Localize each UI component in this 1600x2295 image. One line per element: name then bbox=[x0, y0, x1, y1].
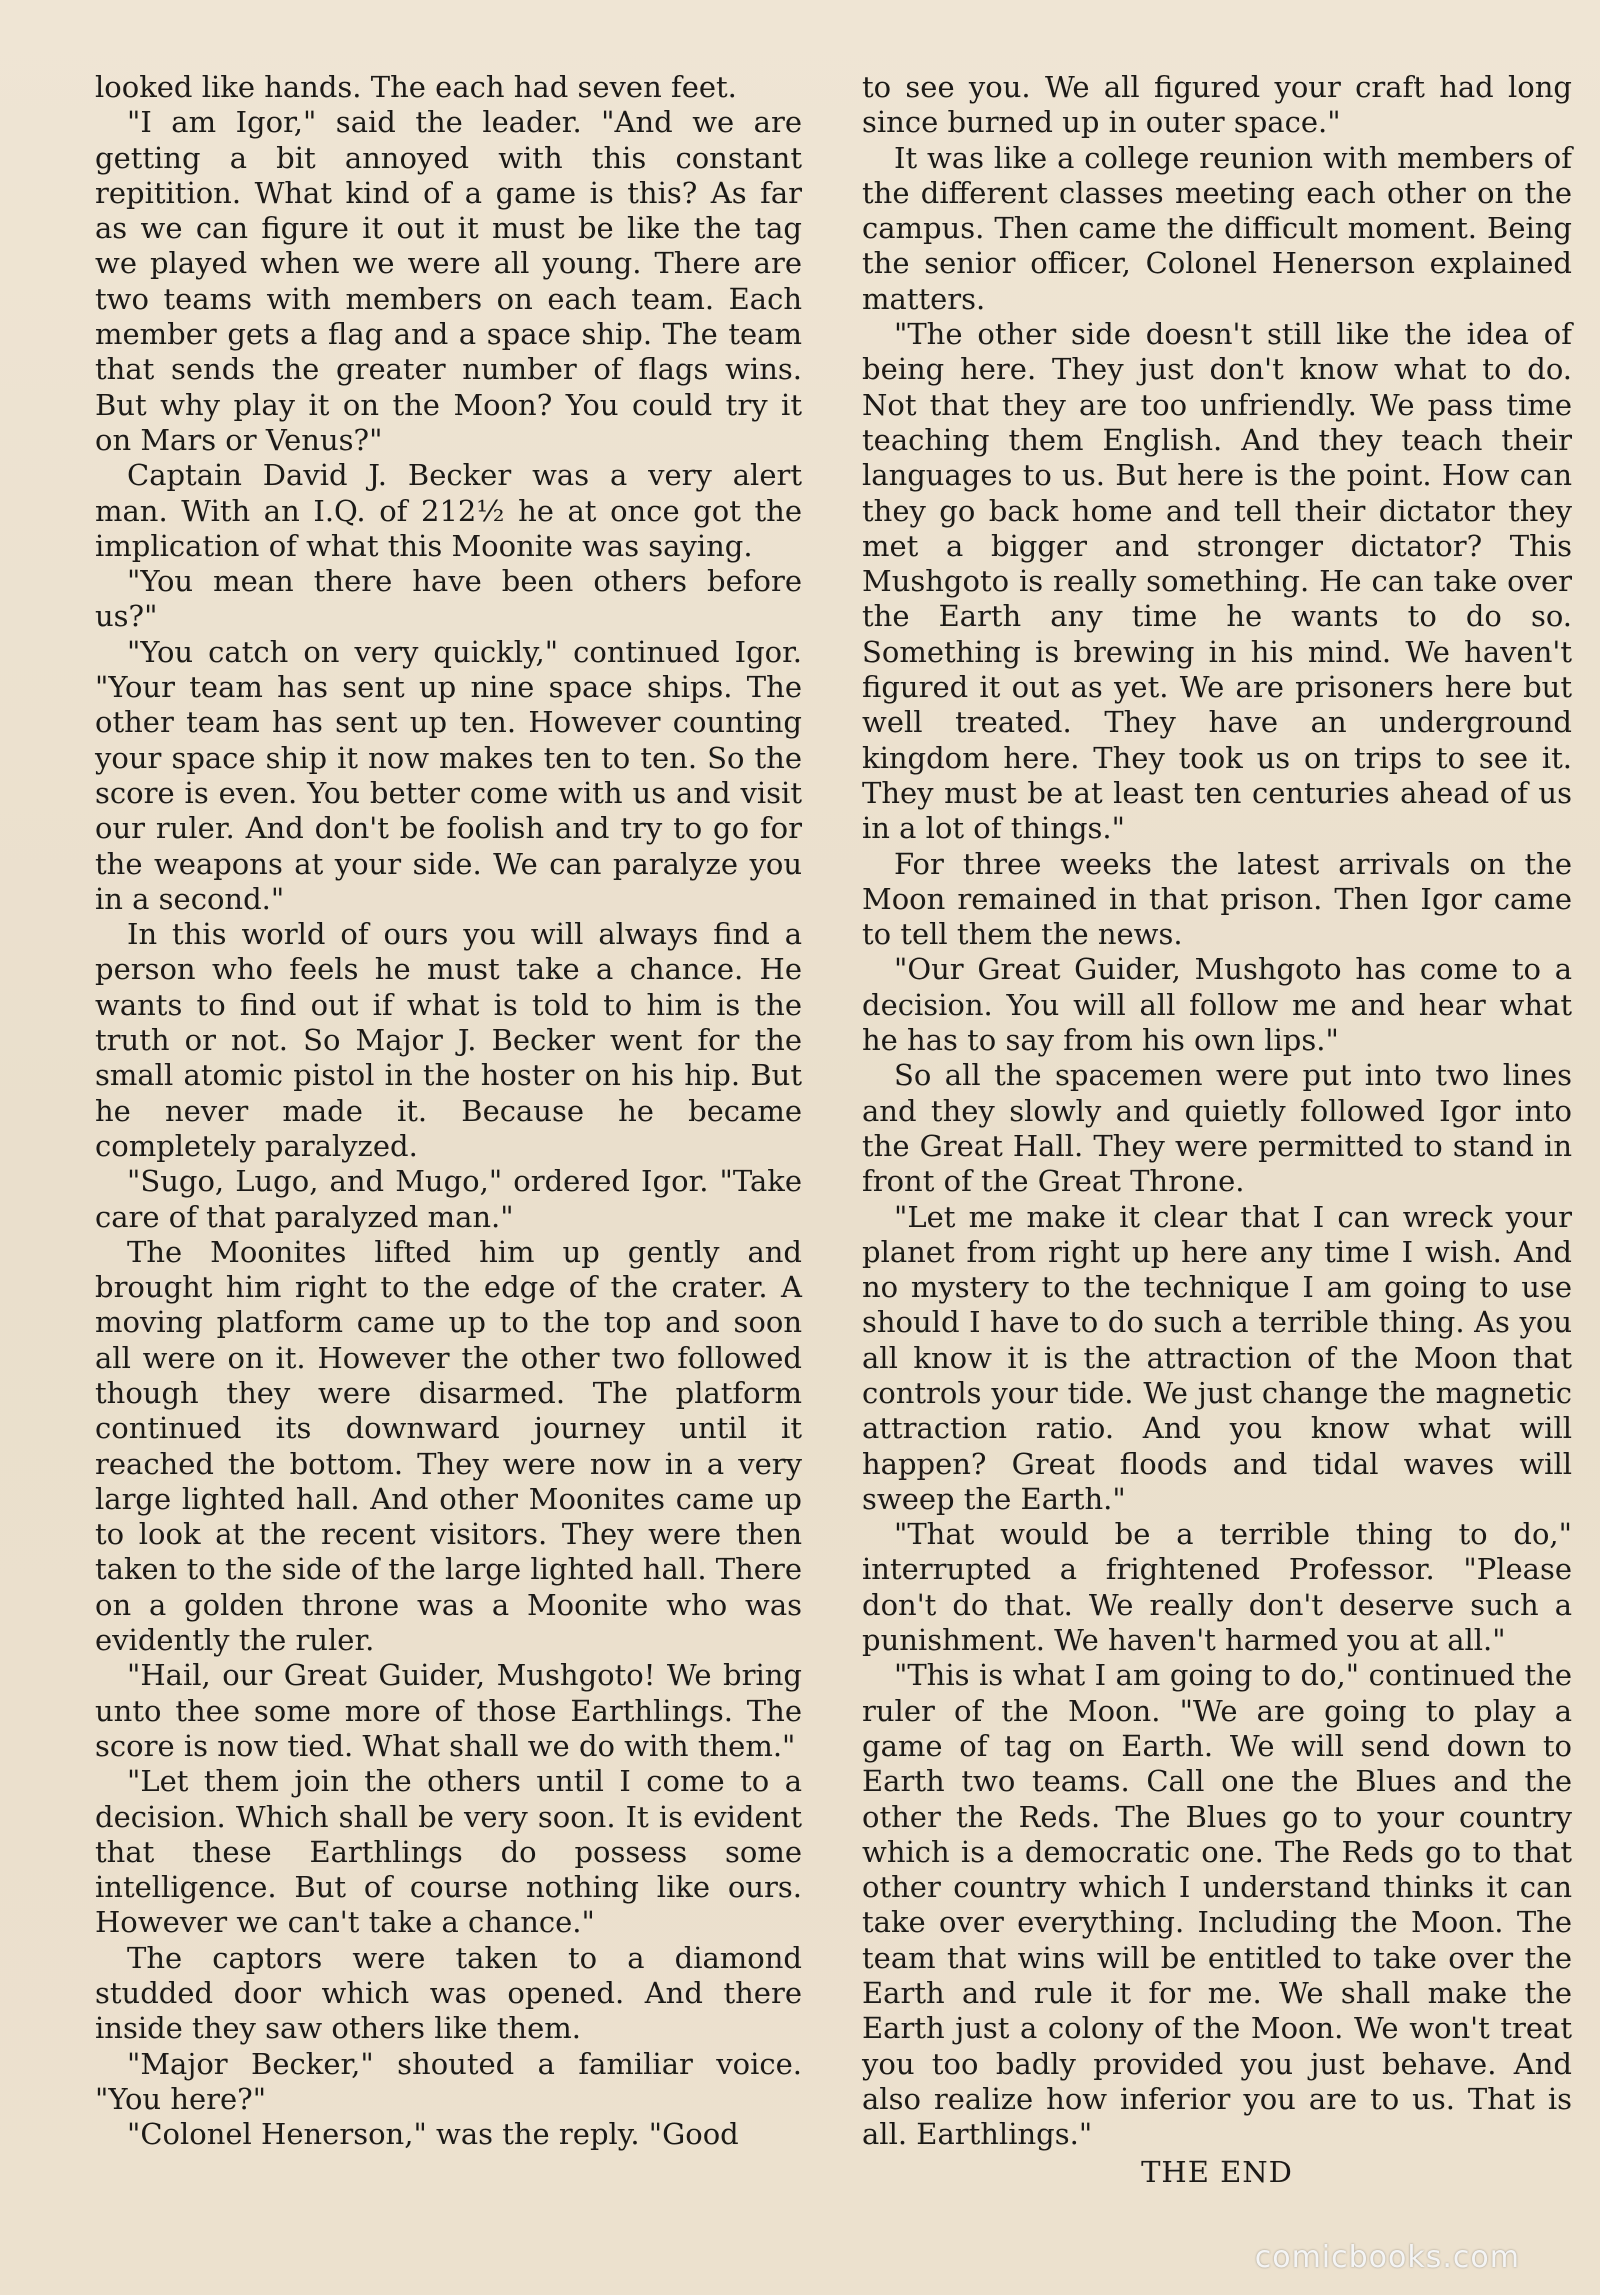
paragraph: In this world of ours you will always find a person who feels he must take a chance. He wants to find out if what is told to him is the truth or not. So Major J. Becker went for the small atomic pistol in the hoster on his hip. But he never made it. Because he became completely paralyzed. bbox=[95, 917, 802, 1163]
paragraph: It was like a college reunion with members of the different classes meeting each other on the campus. Then came the difficult moment. Being the senior officer, Colonel Henerson explained matters. bbox=[862, 140, 1572, 316]
paragraph: "You catch on very quickly," continued Igor. "Your team has sent up nine space ships. The other team has sent up ten. However counting your space ship it now makes ten to ten. So the score is even. You better come with us and visit our ruler. And don't be foolish and try to go for the weapons at your side. We can paralyze you in a second." bbox=[95, 634, 802, 916]
paragraph: "Hail, our Great Guider, Mushgoto! We bring unto thee some more of those Earthlings. The score is now tied. What shall we do with them." bbox=[95, 1658, 802, 1763]
the-end-label: THE END bbox=[1141, 2154, 1293, 2189]
paragraph: The Moonites lifted him up gently and brought him right to the edge of the crater. A moving platform came up to the top and soon all were on it. However the other two followed though they were disarmed. The platform continued its downward journey until it reached the bottom. They were now in a very large lighted hall. And other Moonites came up to look at the recent visitors. They were then taken to the side of the large lighted hall. There on a golden throne was a Moonite who was evidently the ruler. bbox=[95, 1234, 802, 1658]
paragraph: The captors were taken to a diamond studded door which was opened. And there inside they saw others like them. bbox=[95, 1940, 802, 2046]
left-text-column bbox=[95, 70, 802, 2153]
paragraph: "Let them join the others until I come to a decision. Which shall be very soon. It is evident that these Earthlings do possess some intelligence. But of course nothing like ours. However we can't take a chance." bbox=[95, 1764, 802, 1940]
paragraph: to see you. We all figured your craft had long since burned up in outer space." bbox=[862, 70, 1572, 140]
paragraph: So all the spacemen were put into two lines and they slowly and quietly followed Igor into the Great Hall. They were permitted to stand in front of the Great Throne. bbox=[862, 1058, 1572, 1199]
paragraph: Captain David J. Becker was a very alert man. With an I.Q. of 212½ he at once got the implication of what this Moonite was saying. bbox=[95, 458, 802, 563]
site-watermark: comicbooks.com bbox=[1254, 2240, 1520, 2275]
paragraph: For three weeks the latest arrivals on the Moon remained in that prison. Then Igor came to tell them the news. bbox=[862, 846, 1572, 952]
paragraph: "Sugo, Lugo, and Mugo," ordered Igor. "Take care of that paralyzed man." bbox=[95, 1164, 802, 1234]
paragraph: "Let me make it clear that I can wreck your planet from right up here any time I wish. And no mystery to the technique I am going to use should I have to do such a terrible thing. As you all know it is the attraction of the Moon that controls your tide. We just change the magnetic attraction ratio. And you know what will happen? Great floods and tidal waves will sweep the Earth." bbox=[862, 1199, 1572, 1516]
paragraph: "The other side doesn't still like the idea of being here. They just don't know what to do. Not that they are too unfriendly. We pass time teaching them English. And they teach their languages to us. But here is the point. How can they go back home and tell their dictator they met a bigger and stronger dictator? This Mushgoto is really something. He can take over the Earth any time he wants to do so. Something is brewing in his mind. We haven't figured it out as yet. We are prisoners here but well treated. They have an underground kingdom here. They took us on trips to see it. They must be at least ten centuries ahead of us in a lot of things." bbox=[862, 317, 1572, 846]
paragraph: "Colonel Henerson," was the reply. "Good bbox=[127, 2117, 739, 2152]
paragraph: "Major Becker," shouted a familiar voice. "You here?" bbox=[95, 2046, 802, 2116]
right-text-column bbox=[862, 70, 1572, 2190]
paragraph: "This is what I am going to do," continued the ruler of the Moon. "We are going to play a game of tag on Earth. We will send down to Earth two teams. Call one the Blues and the other the Reds. The Blues go to your country which is a democratic one. The Reds go to that other country which I understand thinks it can take over everything. Including the Moon. The team that wins will be entitled to take over the Earth and rule it for me. We shall make the Earth just a colony of the Moon. We won't treat you too badly provided you just behave. And also realize how inferior you are to us. That is all. Earthlings." bbox=[862, 1658, 1572, 2152]
paragraph: "Our Great Guider, Mushgoto has come to a decision. You will all follow me and hear what he has to say from his own lips." bbox=[862, 952, 1572, 1058]
paragraph: "You mean there have been others before us?" bbox=[95, 564, 802, 634]
paragraph: "That would be a terrible thing to do," interrupted a frightened Professor. "Please don't do that. We really don't deserve such a punishment. We haven't harmed you at all." bbox=[862, 1517, 1572, 1658]
paragraph: looked like hands. The each had seven feet. bbox=[95, 70, 737, 104]
paragraph: "I am Igor," said the leader. "And we are getting a bit annoyed with this constant repitition. What kind of a game is this? As far as we can figure it out it must be like the tag we played when we were all young. There are two teams with members on each team. Each member gets a flag and a space ship. The team that sends the greater number of flags wins. But why play it on the Moon? You could try it on Mars or Venus?" bbox=[95, 105, 802, 457]
